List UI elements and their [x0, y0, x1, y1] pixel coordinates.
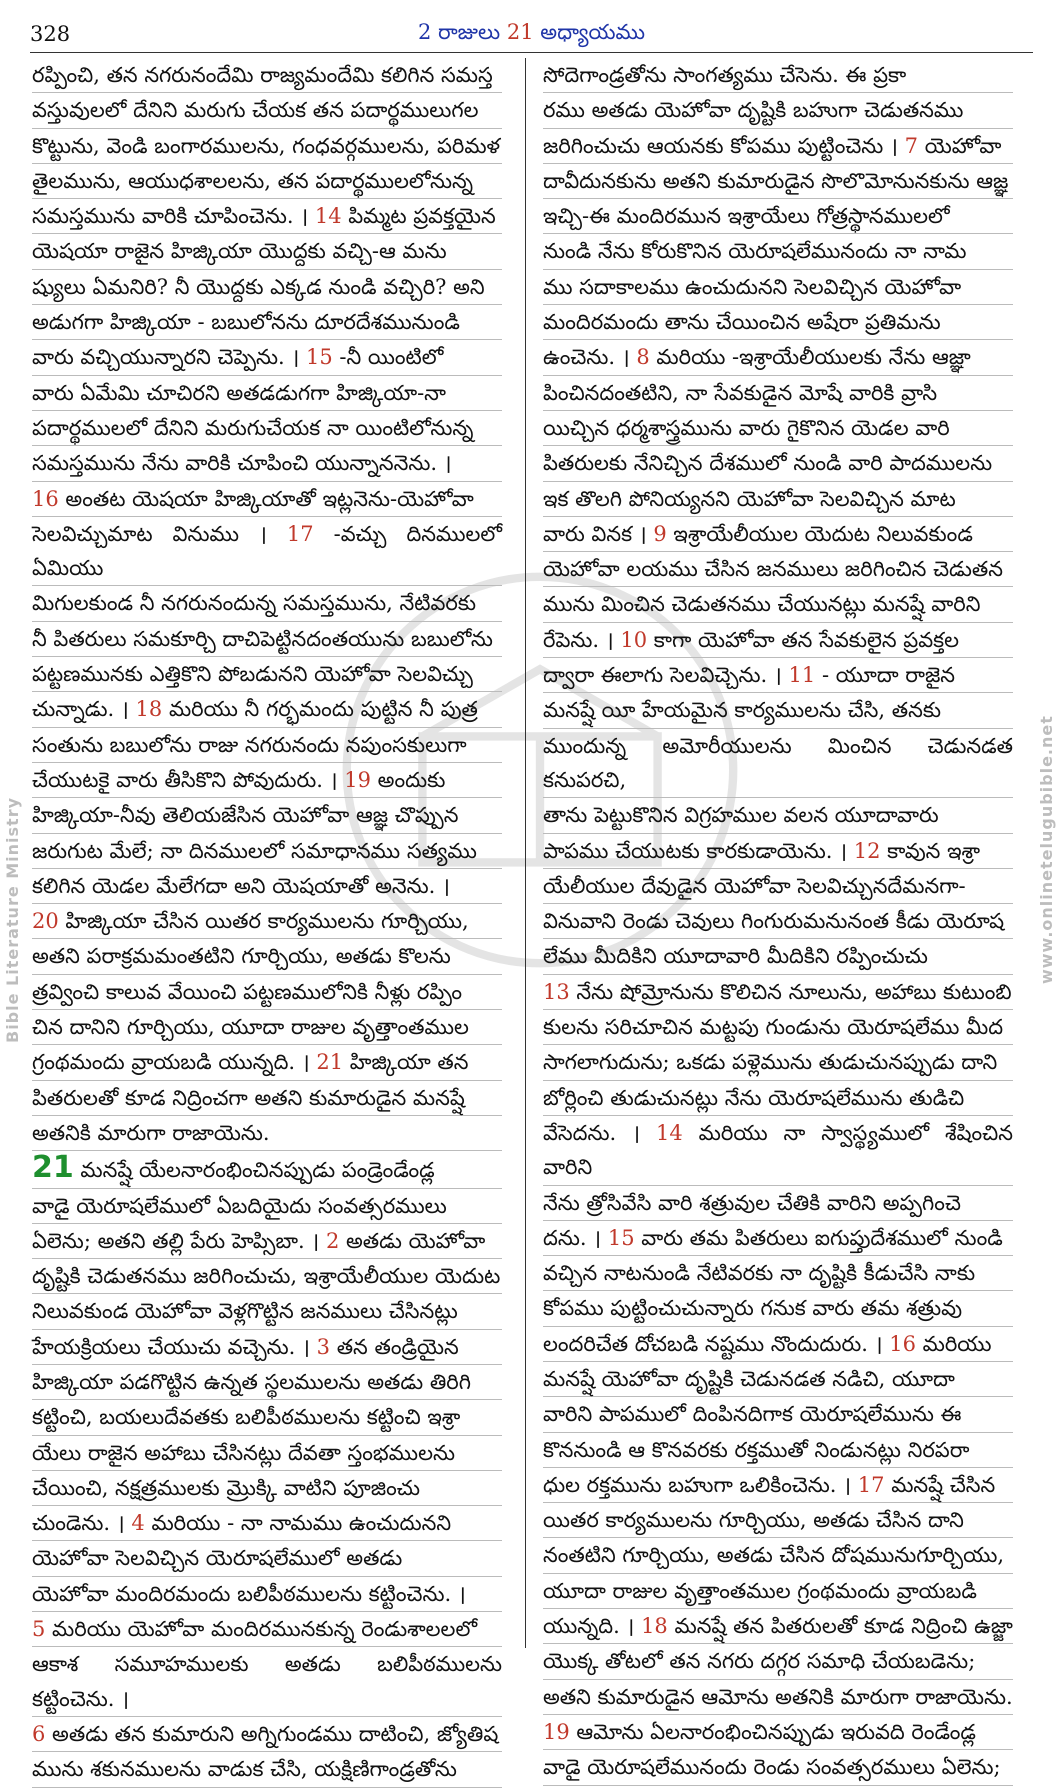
chapter-word: అధ్యాయము: [540, 20, 646, 44]
text-segment: పట్టణమునకు ఎత్తికొని పోబడునని యెహోవా సెలవిచ్చు: [32, 662, 473, 687]
text-segment: కావున ఇశ్రా: [880, 838, 981, 863]
text-line: [32, 1045, 502, 1080]
text-segment: వస్తువులలో దేనిని మరుగు చేయక తన పదార్థములుగల: [32, 98, 479, 123]
text-line: [32, 376, 502, 411]
text-line: [32, 129, 502, 164]
verse-number: 4: [131, 1511, 145, 1536]
text-segment: రప్పించి, తన నగరునందేమి రాజ్యమందేమి కలిగిన సమస్త: [32, 63, 493, 87]
chapter-start-number: 21: [32, 1150, 74, 1186]
text-line: [543, 1081, 1013, 1116]
text-segment: హేయక్రియలు చేయుచు వచ్చెను. ।: [32, 1334, 317, 1359]
text-segment: మరియు -ఇశ్రాయేలీయులకు నేను ఆజ్ఞా: [649, 345, 971, 370]
text-segment: ష్యులు ఏమనిరి? నీ యొద్దకు ఎక్కడ నుండి వచ్చిరి? అని: [32, 274, 485, 299]
text-segment: మనష్షే యెహోవా దృష్టికి చెడునడత నడిచి, యూదా: [543, 1366, 955, 1391]
text-line: [32, 1010, 502, 1045]
verse-number: 15: [607, 1225, 635, 1250]
text-line: [543, 939, 1013, 974]
text-line: [32, 657, 502, 692]
text-segment: హిజ్కియా పడగొట్టిన ఉన్నత స్థలములను అతడు తిరిగి: [32, 1369, 471, 1394]
text-line: [32, 411, 502, 446]
text-segment: ఆకాశ సమూహములకు అతడు బలిపీఠములను కట్టించెను. ।: [32, 1652, 502, 1711]
text-line: [32, 517, 502, 587]
text-segment: ఇచ్చి-ఈ మందిరమున ఇశ్రాయేలు గోత్రస్థానములలో: [543, 204, 950, 229]
verse-number: 2: [325, 1228, 340, 1253]
text-line: [543, 1116, 1013, 1186]
text-line: [32, 586, 502, 621]
text-segment: యెషయా రాజైన హిజ్కియా యొద్దకు వచ్చి-ఆ మను: [32, 239, 447, 264]
text-segment: బోర్లించి తుడుచునట్లు నేను యెరూషలేమును తుడిచి: [543, 1085, 965, 1110]
text-segment: మరియు - నా నామము ఉంచుదునని: [144, 1511, 452, 1536]
text-line: [32, 270, 502, 305]
text-line: [543, 975, 1013, 1010]
text-line: [32, 1189, 502, 1224]
text-line: [543, 1538, 1013, 1573]
text-line: [543, 1045, 1013, 1080]
text-line: [543, 1291, 1013, 1326]
text-line: [32, 1365, 502, 1400]
text-line: [543, 869, 1013, 904]
text-line: [543, 1010, 1013, 1045]
text-segment: తైలమును, ఆయుధశాలలను, తన పదార్థములలోనున్న: [32, 168, 474, 193]
text-line: [543, 658, 1013, 693]
text-line: [32, 798, 502, 833]
text-segment: దావీదునకును అతని కుమారుడైన సొలొమోనునకును ఆజ్ఞ: [543, 168, 1009, 193]
text-segment: ఆమోను ఏలనారంభించినప్పుడు ఇరువది రెండేండ్ల: [569, 1719, 976, 1744]
text-line: [543, 129, 1013, 164]
text-segment: దను. ।: [543, 1225, 608, 1250]
text-line: [32, 1151, 502, 1188]
verse-number: 11: [788, 663, 816, 688]
text-segment: మనష్షే యేలనారంభించినప్పుడు పండ్రెండేండ్ల: [73, 1158, 435, 1183]
text-line: [543, 1362, 1013, 1397]
verse-number: 16: [889, 1331, 916, 1356]
text-segment: మరియు: [915, 1331, 992, 1356]
text-segment: తాను పెట్టుకొనిన విగ్రహముల వలన యూదావారు: [543, 803, 939, 828]
text-line: [543, 482, 1013, 517]
text-segment: దృష్టికి చెడుతనము జరిగించుచు, ఇశ్రాయేలీయుల యెదుట: [32, 1264, 501, 1289]
text-line: [543, 729, 1013, 799]
verse-number: 19: [344, 767, 371, 792]
text-line: [32, 975, 502, 1010]
text-segment: యెహోవా: [918, 133, 1002, 158]
text-segment: ధుల రక్తమును బహుగా ఒలికించెను. ।: [543, 1472, 858, 1497]
text-segment: నేను త్రోసివేసి వారి శత్రువుల చేతికి వారిని అప్పగించె: [543, 1190, 961, 1215]
verse-number: 15: [305, 345, 333, 370]
text-segment: మరియు నా స్వాస్థ్యములో శేషించిన వారిని: [543, 1120, 1013, 1180]
text-line: [543, 1256, 1013, 1291]
text-segment: హిజ్కియా తన: [343, 1050, 469, 1075]
chapter-number: 21: [506, 20, 534, 44]
text-segment: ము సదాకాలము ఉంచుదునని సెలవిచ్చిన యెహోవా: [543, 274, 962, 299]
text-segment: సమస్తమును నేను వారికి చూపించి యున్నాననెను. ।: [32, 451, 452, 476]
text-line: [543, 305, 1013, 340]
chapter-heading: [0, 20, 1063, 50]
text-line: [32, 234, 502, 269]
text-segment: అతడు తన కుమారుని అగ్నిగుండము దాటించి, జ్యోతిష: [45, 1721, 499, 1746]
text-segment: మిగులకుండ నీ నగరునందున్న సమస్తమును, నేటివరకు: [32, 591, 477, 616]
verse-number: 17: [286, 521, 314, 546]
verse-number: 21: [316, 1050, 344, 1075]
text-segment: తన తండ్రియైన: [330, 1334, 459, 1359]
column-divider: [525, 58, 526, 1648]
text-line: [32, 446, 502, 481]
text-segment: అంతట యెషయా హిజ్కియాతో ఇట్లనెను-యెహోవా: [58, 486, 474, 511]
text-segment: సోదెగాండ్రతోను సాంగత్యము చేసెను. ఈ ప్రకా: [543, 63, 907, 87]
text-line: [32, 692, 502, 727]
text-segment: యెహోవా మందిరమందు బలిపీఠములను కట్టించెను. ।: [32, 1581, 466, 1606]
page-number: 328: [30, 22, 71, 46]
text-line: [543, 199, 1013, 234]
text-segment: పాపము చేయుటకు కారకుడాయెను. ।: [543, 838, 854, 863]
right-column: [543, 58, 1013, 1780]
text-line: [543, 1468, 1013, 1503]
text-segment: కలిగిన యెడల మేలేగదా అని యెషయాతో అనెను. ।: [32, 873, 450, 898]
text-segment: ద్వారా ఈలాగు సెలవిచ్చెను. ।: [543, 663, 789, 688]
text-line: [32, 164, 502, 199]
text-line: [32, 1081, 502, 1116]
verse-number: 14: [656, 1120, 683, 1145]
text-line: [32, 1717, 502, 1752]
text-line: [32, 1471, 502, 1506]
text-line: [32, 482, 502, 517]
text-segment: వారు వినక ।: [543, 521, 654, 546]
verse-number: 5: [32, 1617, 46, 1642]
text-segment: యితర కార్యములను గూర్చియు, అతడు చేసిన దాని: [543, 1508, 964, 1533]
text-line: [543, 1574, 1013, 1609]
text-segment: పదార్థములలో దేనిని మరుగుచేయక నా యింటిలోనున్న: [32, 415, 474, 440]
verse-number: 17: [857, 1472, 885, 1497]
text-line: [32, 834, 502, 869]
text-segment: వాడై యెరూషలేములో ఏబదియైదు సంవత్సరములు: [32, 1193, 447, 1218]
text-line: [543, 1609, 1013, 1644]
text-line: [32, 1541, 502, 1576]
text-segment: కాగా యెహోవా తన సేవకులైన ప్రవక్తల: [647, 627, 960, 652]
text-line: [32, 305, 502, 340]
text-segment: పితరులతో కూడ నిద్రించగా అతని కుమారుడైన మనష్షే: [32, 1085, 465, 1110]
text-line: [32, 1647, 502, 1717]
text-line: [543, 1186, 1013, 1221]
text-segment: చేయించి, నక్షత్రములకు మ్రొక్కి వాటిని పూజించు: [32, 1475, 420, 1500]
text-segment: ఇశ్రాయేలీయుల యెదుట నిలువకుండ: [666, 521, 973, 546]
text-segment: అడుగగా హిజ్కియా - బబులోనను దూరదేశమునుండి: [32, 310, 460, 335]
text-segment: కట్టించి, బయలుదేవతకు బలిపీఠములను కట్టించి ఇశ్రా: [32, 1405, 461, 1430]
text-segment: సమస్తమును వారికి చూపించెను. ।: [32, 204, 315, 229]
text-segment: మరియు నీ గర్భమందు పుట్టిన నీ పుత్ర: [162, 697, 478, 722]
text-segment: వారిని పాపములో దింపినదిగాక యెరూషలేమును ఈ: [543, 1402, 962, 1427]
side-watermark-right: www.onlinetelugubible.net: [1037, 715, 1056, 985]
text-line: [543, 693, 1013, 728]
text-line: [543, 623, 1013, 658]
text-segment: ఏలెను; అతని తల్లి పేరు హెప్సిబా. ।: [32, 1228, 326, 1253]
text-line: [32, 1400, 502, 1435]
text-line: [32, 1436, 502, 1471]
text-segment: యెహోవా లయము చేసిన జనములు జరిగించిన చెడుతన: [543, 557, 1003, 582]
text-segment: వేసెదను. ।: [543, 1120, 656, 1145]
text-line: [32, 1259, 502, 1294]
text-segment: అందుకు: [370, 767, 446, 792]
page-header: [0, 0, 1063, 46]
text-line: [32, 340, 502, 375]
text-segment: వినువాని రెండు చెవులు గింగురుమనునంత కీడు యెరూష: [543, 909, 1005, 934]
text-line: [543, 1327, 1013, 1362]
text-line: [32, 93, 502, 128]
text-segment: యేలీయుల దేవుడైన యెహోవా సెలవిచ్చునదేమనగా-: [543, 873, 966, 898]
text-segment: యొక్క తోటలో తన నగరు దగ్గర సమాధి చేయబడెను;: [543, 1649, 976, 1674]
verse-number: 14: [314, 204, 342, 229]
text-line: [543, 164, 1013, 199]
text-line: [543, 1750, 1013, 1785]
verse-number: 18: [641, 1614, 668, 1639]
verse-number: 10: [620, 627, 648, 652]
text-segment: కొననుండి ఆ కొనవరకు రక్తముతో నిండునట్లు నిరపరా: [543, 1437, 970, 1462]
text-segment: యేలు రాజైన అహాబు చేసినట్లు దేవతా స్తంభములను: [32, 1440, 455, 1465]
text-line: [543, 517, 1013, 552]
text-segment: మును మించిన చెడుతనము చేయునట్లు మనష్షే వారిని: [543, 592, 981, 617]
text-segment: వారు వచ్చియున్నారని చెప్పెను. ।: [32, 345, 306, 370]
text-line: [543, 587, 1013, 622]
text-line: [543, 1680, 1013, 1715]
text-segment: కులను సరిచూచిన మట్టపు గుండును యెరూషలేము మీద: [543, 1015, 1004, 1040]
text-segment: సాగలాగుదును; ఒకడు పళ్లెమును తుడుచునప్పుడు దాని: [543, 1050, 998, 1075]
text-line: [543, 1715, 1013, 1750]
text-segment: - యూదా రాజైన: [815, 663, 956, 688]
text-line: [32, 1294, 502, 1329]
text-line: [32, 1330, 502, 1365]
text-segment: కొట్టును, వెండి బంగారములను, గంధవర్గములను, పరిమళ: [32, 133, 501, 158]
text-segment: జరుగుట మేలే; నా దినములలో సమాధానము సత్యము: [32, 838, 477, 863]
text-segment: మనష్షే యీ హేయమైన కార్యములను చేసి, తనకు: [543, 698, 942, 723]
verse-number: 20: [32, 909, 59, 934]
book-name: 2 రాజులు: [417, 20, 501, 44]
text-segment: అతనికి మారుగా రాజాయెను.: [32, 1120, 270, 1145]
text-segment: వారు ఏమేమి చూచిరని అతడడుగగా హిజ్కియా-నా: [32, 380, 446, 405]
text-segment: నంతటిని గూర్చియు, అతడు చేసిన దోషమునుగూర్చియు,: [543, 1543, 1005, 1568]
text-line: [32, 1612, 502, 1647]
text-line: [32, 728, 502, 763]
verse-number: 3: [316, 1334, 331, 1359]
text-segment: అతని పరాక్రమమంతటిని గూర్చియు, అతడు కొలను: [32, 944, 451, 969]
text-segment: రము అతడు యెహోవా దృష్టికి బహుగా చెడుతనము: [543, 98, 964, 123]
verse-number: 16: [32, 486, 59, 511]
text-line: [543, 1433, 1013, 1468]
text-segment: అతడు యెహోవా: [339, 1228, 486, 1253]
verse-number: 6: [32, 1721, 46, 1746]
text-segment: నుండి నేను కోరుకొనిన యెరూషలేమునందు నా నామ: [543, 239, 967, 264]
text-line: [543, 1644, 1013, 1679]
text-line: [32, 199, 502, 234]
text-line: [32, 1224, 502, 1259]
text-segment: చిన దానిని గూర్చియు, యూదా రాజుల వృత్తాంతముల: [32, 1015, 469, 1040]
text-line: [32, 869, 502, 904]
text-segment: హిజ్కియా చేసిన యితర కార్యములను గూర్చియు,: [58, 909, 469, 934]
verse-number: 12: [853, 838, 881, 863]
text-segment: పించినదంతటిని, నా సేవకుడైన మోషే వారికి వ్రాసి: [543, 380, 938, 405]
text-segment: హిజ్కియా-నీవు తెలియజేసిన యెహోవా ఆజ్ఞ చొప్పున: [32, 803, 459, 828]
text-line: [543, 446, 1013, 481]
text-line: [543, 58, 1013, 93]
text-line: [543, 1397, 1013, 1432]
text-segment: సంతును బబులోను రాజు నగరునందు నపుంసకులుగా: [32, 732, 467, 757]
text-line: [543, 411, 1013, 446]
text-segment: -నీ యింటిలో: [332, 345, 444, 370]
text-segment: లేము మీదికిని యూదావారి మీదికిని రప్పించుచు: [543, 944, 928, 969]
text-line: [543, 552, 1013, 587]
text-segment: నీ పితరులు సమకూర్చి దాచిపెట్టినదంతయును బబులోను: [32, 626, 493, 651]
verse-number: 7: [904, 133, 919, 158]
text-segment: వచ్చిన నాటనుండి నేటివరకు నా దృష్టికి కీడుచేసి నాకు: [543, 1261, 976, 1286]
text-segment: లందరిచేత దోచబడి నష్టము నొందుదురు. ।: [543, 1331, 890, 1356]
text-segment: నిలువకుండ యెహోవా వెళ్లగొట్టిన జనములు చేసినట్లు: [32, 1299, 458, 1324]
text-line: [32, 1116, 502, 1151]
verse-number: 8: [636, 345, 650, 370]
text-segment: పిమ్మట ప్రవక్తయైన: [341, 204, 496, 229]
text-segment: యున్నది. ।: [543, 1614, 642, 1639]
header-rule: [30, 52, 1033, 53]
text-line: [32, 1752, 502, 1787]
text-line: [32, 1506, 502, 1541]
text-line: [32, 1577, 502, 1612]
text-segment: -వచ్చు దినములలో ఏమియు: [32, 521, 502, 581]
text-segment: పితరులకు నేనిచ్చిన దేశములో నుండి వారి పాదములను: [543, 451, 993, 476]
text-line: [32, 58, 502, 93]
text-line: [543, 340, 1013, 375]
text-line: [32, 763, 502, 798]
text-line: [32, 904, 502, 939]
text-line: [543, 904, 1013, 939]
text-segment: కోపము పుట్టించుచున్నారు గనుక వారు తమ శత్రువు: [543, 1296, 963, 1321]
verse-number: 18: [135, 697, 163, 722]
text-segment: ఉంచెను. ।: [543, 345, 637, 370]
text-segment: మనష్షే చేసిన: [884, 1472, 996, 1497]
text-segment: చున్నాడు. ।: [32, 697, 136, 722]
text-segment: యెహోవా సెలవిచ్చిన యెరూషలేములో అతడు: [32, 1546, 403, 1571]
verse-number: 9: [653, 521, 667, 546]
side-watermark-left: Bible Literature Ministry: [3, 796, 22, 1044]
text-segment: త్రవ్వించి కాలువ వేయించి పట్టణములోనికి నీళ్లు రప్పిం: [32, 979, 463, 1004]
text-segment: యిచ్చిన ధర్మశాస్త్రమును వారు గైకొనిన యెడల వారి: [543, 415, 950, 440]
text-segment: చేయుటకై వారు తీసికొని పోవుదురు. ।: [32, 767, 345, 792]
text-segment: చుండెను. ।: [32, 1511, 132, 1536]
text-segment: గ్రంథమందు వ్రాయబడి యున్నది. ।: [32, 1050, 317, 1075]
text-line: [543, 1503, 1013, 1538]
text-line: [32, 939, 502, 974]
text-segment: వాడై యెరూషలేమునందు రెండు సంవత్సరములు ఏలెను;: [543, 1755, 1001, 1780]
text-line: [543, 93, 1013, 128]
text-line: [543, 270, 1013, 305]
text-line: [543, 798, 1013, 833]
text-line: [543, 1221, 1013, 1256]
text-line: [543, 834, 1013, 869]
text-segment: మరియు యెహోవా మందిరమునకున్న రెండుశాలలలో: [45, 1617, 478, 1642]
verse-number: 19: [543, 1719, 570, 1744]
text-segment: అతని కుమారుడైన ఆమోను అతనికి మారుగా రాజాయెను.: [543, 1684, 1013, 1709]
text-segment: మనష్షే తన పితరులతో కూడ నిద్రించి ఉజ్జా: [667, 1614, 1013, 1639]
verse-number: 13: [543, 979, 570, 1004]
text-segment: వారు తమ పితరులు ఐగుప్తుదేశములో నుండి: [634, 1225, 1003, 1250]
text-segment: ముందున్న అమోరీయులను మించిన చెడునడత కనుపరచి,: [543, 733, 1013, 792]
text-segment: సెలవిచ్చుమాట వినుము ।: [32, 521, 287, 546]
text-line: [543, 376, 1013, 411]
text-segment: నేను షోమ్రోనును కొలిచిన నూలును, అహాబు కుటుంబి: [569, 979, 1012, 1004]
text-segment: యూదా రాజుల వృత్తాంతముల గ్రంథమందు వ్రాయబడి: [543, 1578, 977, 1603]
text-segment: మందిరమందు తాను చేయించిన అషేరా ప్రతిమను: [543, 310, 941, 335]
text-line: [32, 622, 502, 657]
text-segment: ఇక తొలగి పోనియ్యనని యెహోవా సెలవిచ్చిన మాట: [543, 486, 956, 511]
text-segment: జరిగించుచు ఆయనకు కోపము పుట్టించెను ।: [543, 133, 905, 158]
text-segment: మును శకునములను వాడుక చేసి, యక్షిణిగాండ్రతోను: [32, 1757, 457, 1782]
text-line: [543, 234, 1013, 269]
text-segment: రేపెను. ।: [543, 627, 621, 652]
left-column: [32, 58, 502, 1782]
